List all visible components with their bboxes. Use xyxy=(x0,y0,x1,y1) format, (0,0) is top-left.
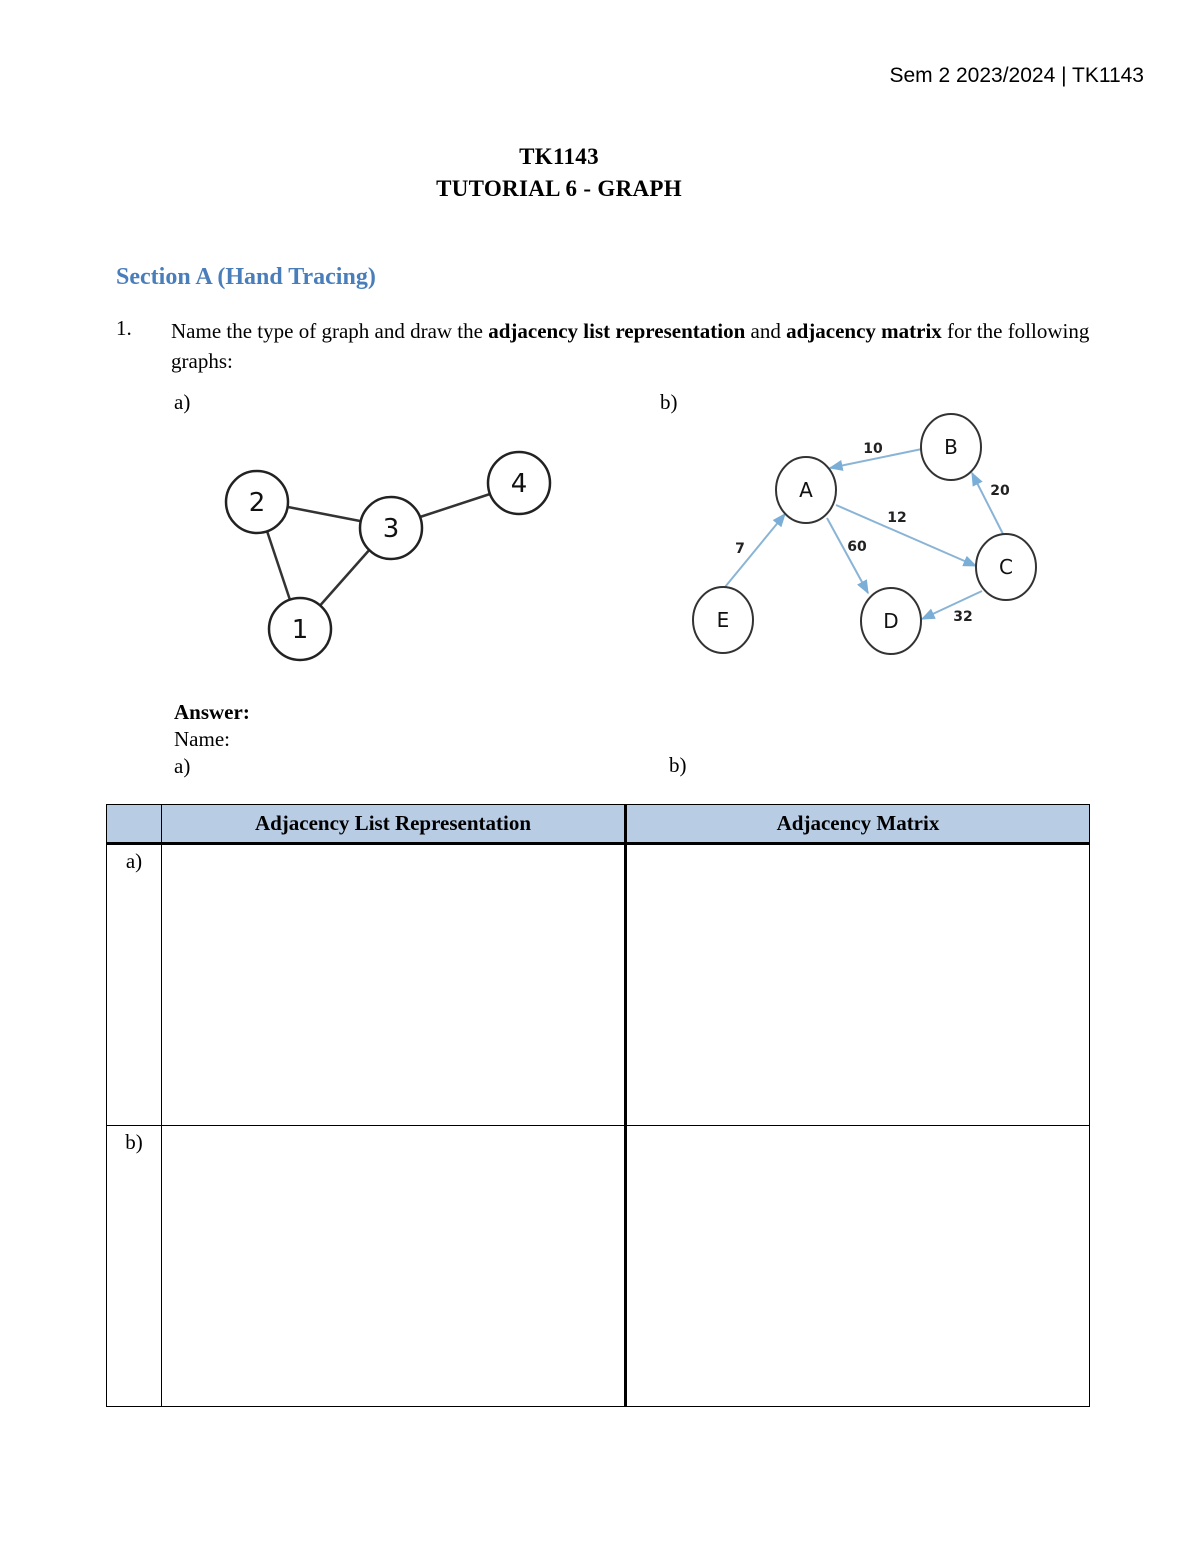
weight-A-D: 60 xyxy=(847,539,867,555)
graph-b-label: b) xyxy=(660,390,678,414)
edge-E-A xyxy=(725,514,785,587)
node-E-label: E xyxy=(716,608,730,632)
answer-label-a: a) xyxy=(174,754,191,778)
weight-E-A: 7 xyxy=(735,541,745,557)
answer-name-label: Name: xyxy=(174,727,230,751)
node-A-label: A xyxy=(799,478,813,502)
node-2-label: 2 xyxy=(248,488,266,518)
edge-2-1 xyxy=(267,531,290,600)
question-text-part3: for the following graphs: xyxy=(171,319,1090,373)
answer-cell-a-matrix[interactable] xyxy=(626,844,1090,1126)
node-C-label: C xyxy=(999,555,1013,579)
row-label-b: b) xyxy=(107,1126,162,1407)
table-header-row xyxy=(107,805,1090,844)
answer-heading: Answer: xyxy=(174,700,250,724)
question-bold-adjacency-list: adjacency list representation xyxy=(488,319,746,343)
graph-a-label: a) xyxy=(174,390,191,414)
edge-C-D xyxy=(922,591,982,619)
node-D-label: D xyxy=(883,609,899,633)
question-bold-adjacency-matrix: adjacency matrix xyxy=(786,319,942,343)
answer-cell-a-list[interactable] xyxy=(162,844,626,1126)
answer-cell-b-list[interactable] xyxy=(162,1126,626,1407)
weight-B-A: 10 xyxy=(863,441,883,457)
table-header-blank xyxy=(107,805,162,844)
node-4-label: 4 xyxy=(510,469,528,499)
answer-block xyxy=(174,699,250,780)
question-number: 1. xyxy=(116,316,132,340)
answer-label-b: b) xyxy=(669,753,687,777)
node-3-label: 3 xyxy=(382,514,400,544)
weight-C-D: 32 xyxy=(953,609,973,625)
course-code-title: TK1143 xyxy=(519,144,599,169)
page-header: Sem 2 2023/2024 | TK1143 xyxy=(889,64,1144,87)
weight-A-C: 12 xyxy=(887,510,907,526)
answer-table xyxy=(106,804,1090,1407)
weight-C-B: 20 xyxy=(990,483,1010,499)
tutorial-title: TUTORIAL 6 - GRAPH xyxy=(436,176,682,201)
edge-2-3 xyxy=(288,507,360,521)
edge-3-4 xyxy=(420,494,490,517)
question-text xyxy=(171,316,1131,376)
table-header-adjacency-matrix: Adjacency Matrix xyxy=(626,805,1090,844)
node-B-label: B xyxy=(944,435,958,459)
edge-A-D xyxy=(827,518,868,593)
node-1-label: 1 xyxy=(291,615,309,645)
table-row xyxy=(107,844,1090,1126)
question-text-part2: and xyxy=(745,319,787,343)
question-text-part1: Name the type of graph and draw the xyxy=(171,319,489,343)
edge-3-1 xyxy=(317,548,371,609)
table-row xyxy=(107,1126,1090,1407)
graph-b-diagram xyxy=(680,405,1060,665)
answer-cell-b-matrix[interactable] xyxy=(626,1126,1090,1407)
table-header-adjacency-list: Adjacency List Representation xyxy=(162,805,626,844)
graph-a-diagram xyxy=(200,430,580,670)
row-label-a: a) xyxy=(107,844,162,1126)
section-title: Section A (Hand Tracing) xyxy=(116,264,376,290)
